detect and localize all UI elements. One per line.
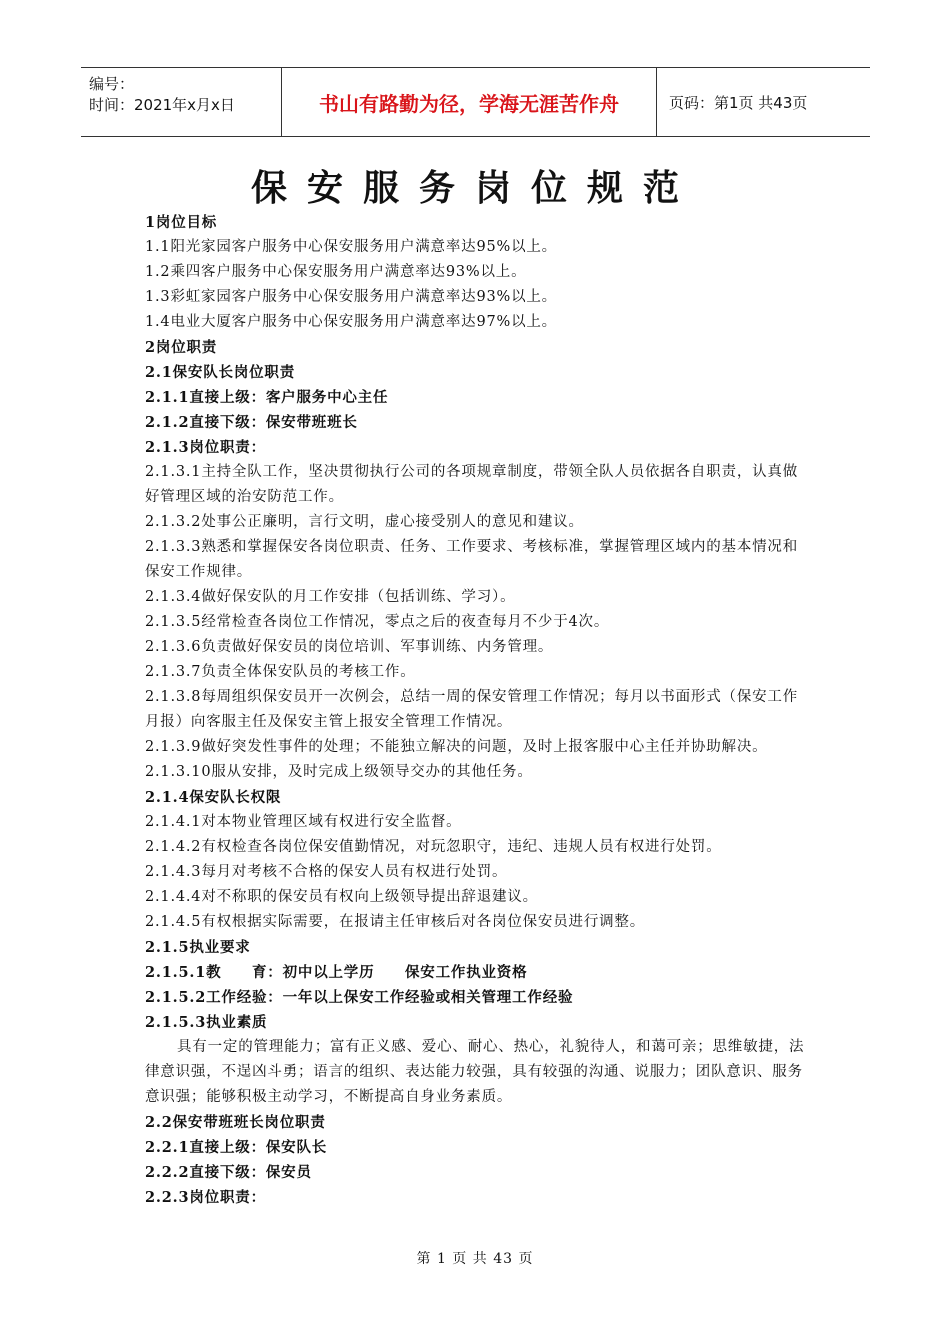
paragraph: 2.1.4.3每月对考核不合格的保安人员有权进行处罚。 (145, 864, 508, 880)
section-heading: 1岗位目标 (145, 214, 218, 231)
paragraph: 2.1.3.8每周组织保安员开一次例会，总结一周的保安管理工作情况；每月以书面形式（保安工作月报）向客服主任及保安主管上报安全管理工作情况。 (145, 689, 799, 730)
section-heading: 2.1.5.3执业素质 (145, 1014, 268, 1031)
section-heading: 2.1.5.1教 育：初中以上学历 保安工作执业资格 (145, 964, 528, 981)
paragraph: 2.1.4.5有权根据实际需要，在报请主任审核后对各岗位保安员进行调整。 (145, 914, 646, 930)
section-heading: 2.1.4保安队长权限 (145, 789, 282, 806)
section-heading: 2.1.3岗位职责： (145, 439, 266, 456)
paragraph: 1.1阳光家园客户服务中心保安服务用户满意率达95%以上。 (145, 239, 557, 255)
section-heading: 2.2保安带班班长岗位职责 (145, 1114, 326, 1131)
section-heading: 2.2.2直接下级：保安员 (145, 1164, 312, 1181)
document-date-label: 时间：2021年x月x日 (89, 96, 235, 114)
paragraph: 2.1.4.1对本物业管理区域有权进行安全监督。 (145, 814, 462, 830)
paragraph: 2.1.3.7负责全体保安队员的考核工作。 (145, 664, 416, 680)
paragraph: 2.1.3.2处事公正廉明，言行文明，虚心接受别人的意见和建议。 (145, 514, 584, 530)
paragraph: 具有一定的管理能力；富有正义感、爱心、耐心、热心，礼貌待人，和蔼可亲；思维敏捷，法律意识强，不逞凶斗勇；语言的组织、表达能力较强，具有较强的沟通、说服力；团队意识、服务意识强；能够积极主动学习，不断提高自身业务素质。 (145, 1039, 805, 1105)
section-heading: 2.1.5.2工作经验：一年以上保安工作经验或相关管理工作经验 (145, 989, 574, 1006)
paragraph: 1.3彩虹家园客户服务中心保安服务用户满意率达93%以上。 (145, 289, 557, 305)
section-heading: 2岗位职责 (145, 339, 218, 356)
paragraph: 2.1.3.3熟悉和掌握保安各岗位职责、任务、工作要求、考核标准，掌握管理区域内的基本情况和保安工作规律。 (145, 539, 799, 580)
section-heading: 2.1.2直接下级：保安带班班长 (145, 414, 358, 431)
paragraph: 2.1.3.10服从安排，及时完成上级领导交办的其他任务。 (145, 764, 533, 780)
section-heading: 2.1.1直接上级：客户服务中心主任 (145, 389, 389, 406)
header-motto: 书山有路勤为径，学海无涯苦作舟 (281, 68, 657, 136)
section-heading: 2.2.1直接上级：保安队长 (145, 1139, 328, 1156)
page-footer: 第 1 页 共 43 页 (416, 1251, 534, 1267)
paragraph: 2.1.3.4做好保安队的月工作安排（包括训练、学习）。 (145, 589, 516, 605)
paragraph: 2.1.4.2有权检查各岗位保安值勤情况，对玩忽职守，违纪、违规人员有权进行处罚。 (145, 839, 722, 855)
section-heading: 2.1.5执业要求 (145, 939, 251, 956)
paragraph: 2.1.3.6负责做好保安员的岗位培训、军事训练、内务管理。 (145, 639, 554, 655)
document-number-label: 编号： (89, 75, 135, 93)
section-heading: 2.1保安队长岗位职责 (145, 364, 296, 381)
section-heading: 2.2.3岗位职责： (145, 1189, 266, 1206)
paragraph: 2.1.4.4对不称职的保安员有权向上级领导提出辞退建议。 (145, 889, 538, 905)
paragraph: 1.2乘四客户服务中心保安服务用户满意率达93%以上。 (145, 264, 527, 280)
document-body (145, 210, 813, 1210)
header-page-info: 页码：第1页 共43页 (669, 93, 808, 112)
paragraph: 2.1.3.5经常检查各岗位工作情况，零点之后的夜查每月不少于4次。 (145, 614, 610, 630)
paragraph: 2.1.3.1主持全队工作，坚决贯彻执行公司的各项规章制度，带领全队人员依据各自职责，认真做好管理区域的治安防范工作。 (145, 464, 799, 505)
header-meta (81, 68, 281, 136)
page-header (81, 67, 870, 137)
paragraph: 1.4电业大厦客户服务中心保安服务用户满意率达97%以上。 (145, 314, 557, 330)
paragraph: 2.1.3.9做好突发性事件的处理；不能独立解决的问题，及时上报客服中心主任并协助解决。 (145, 739, 768, 755)
document-title: 保安服务岗位规范 (250, 168, 699, 209)
